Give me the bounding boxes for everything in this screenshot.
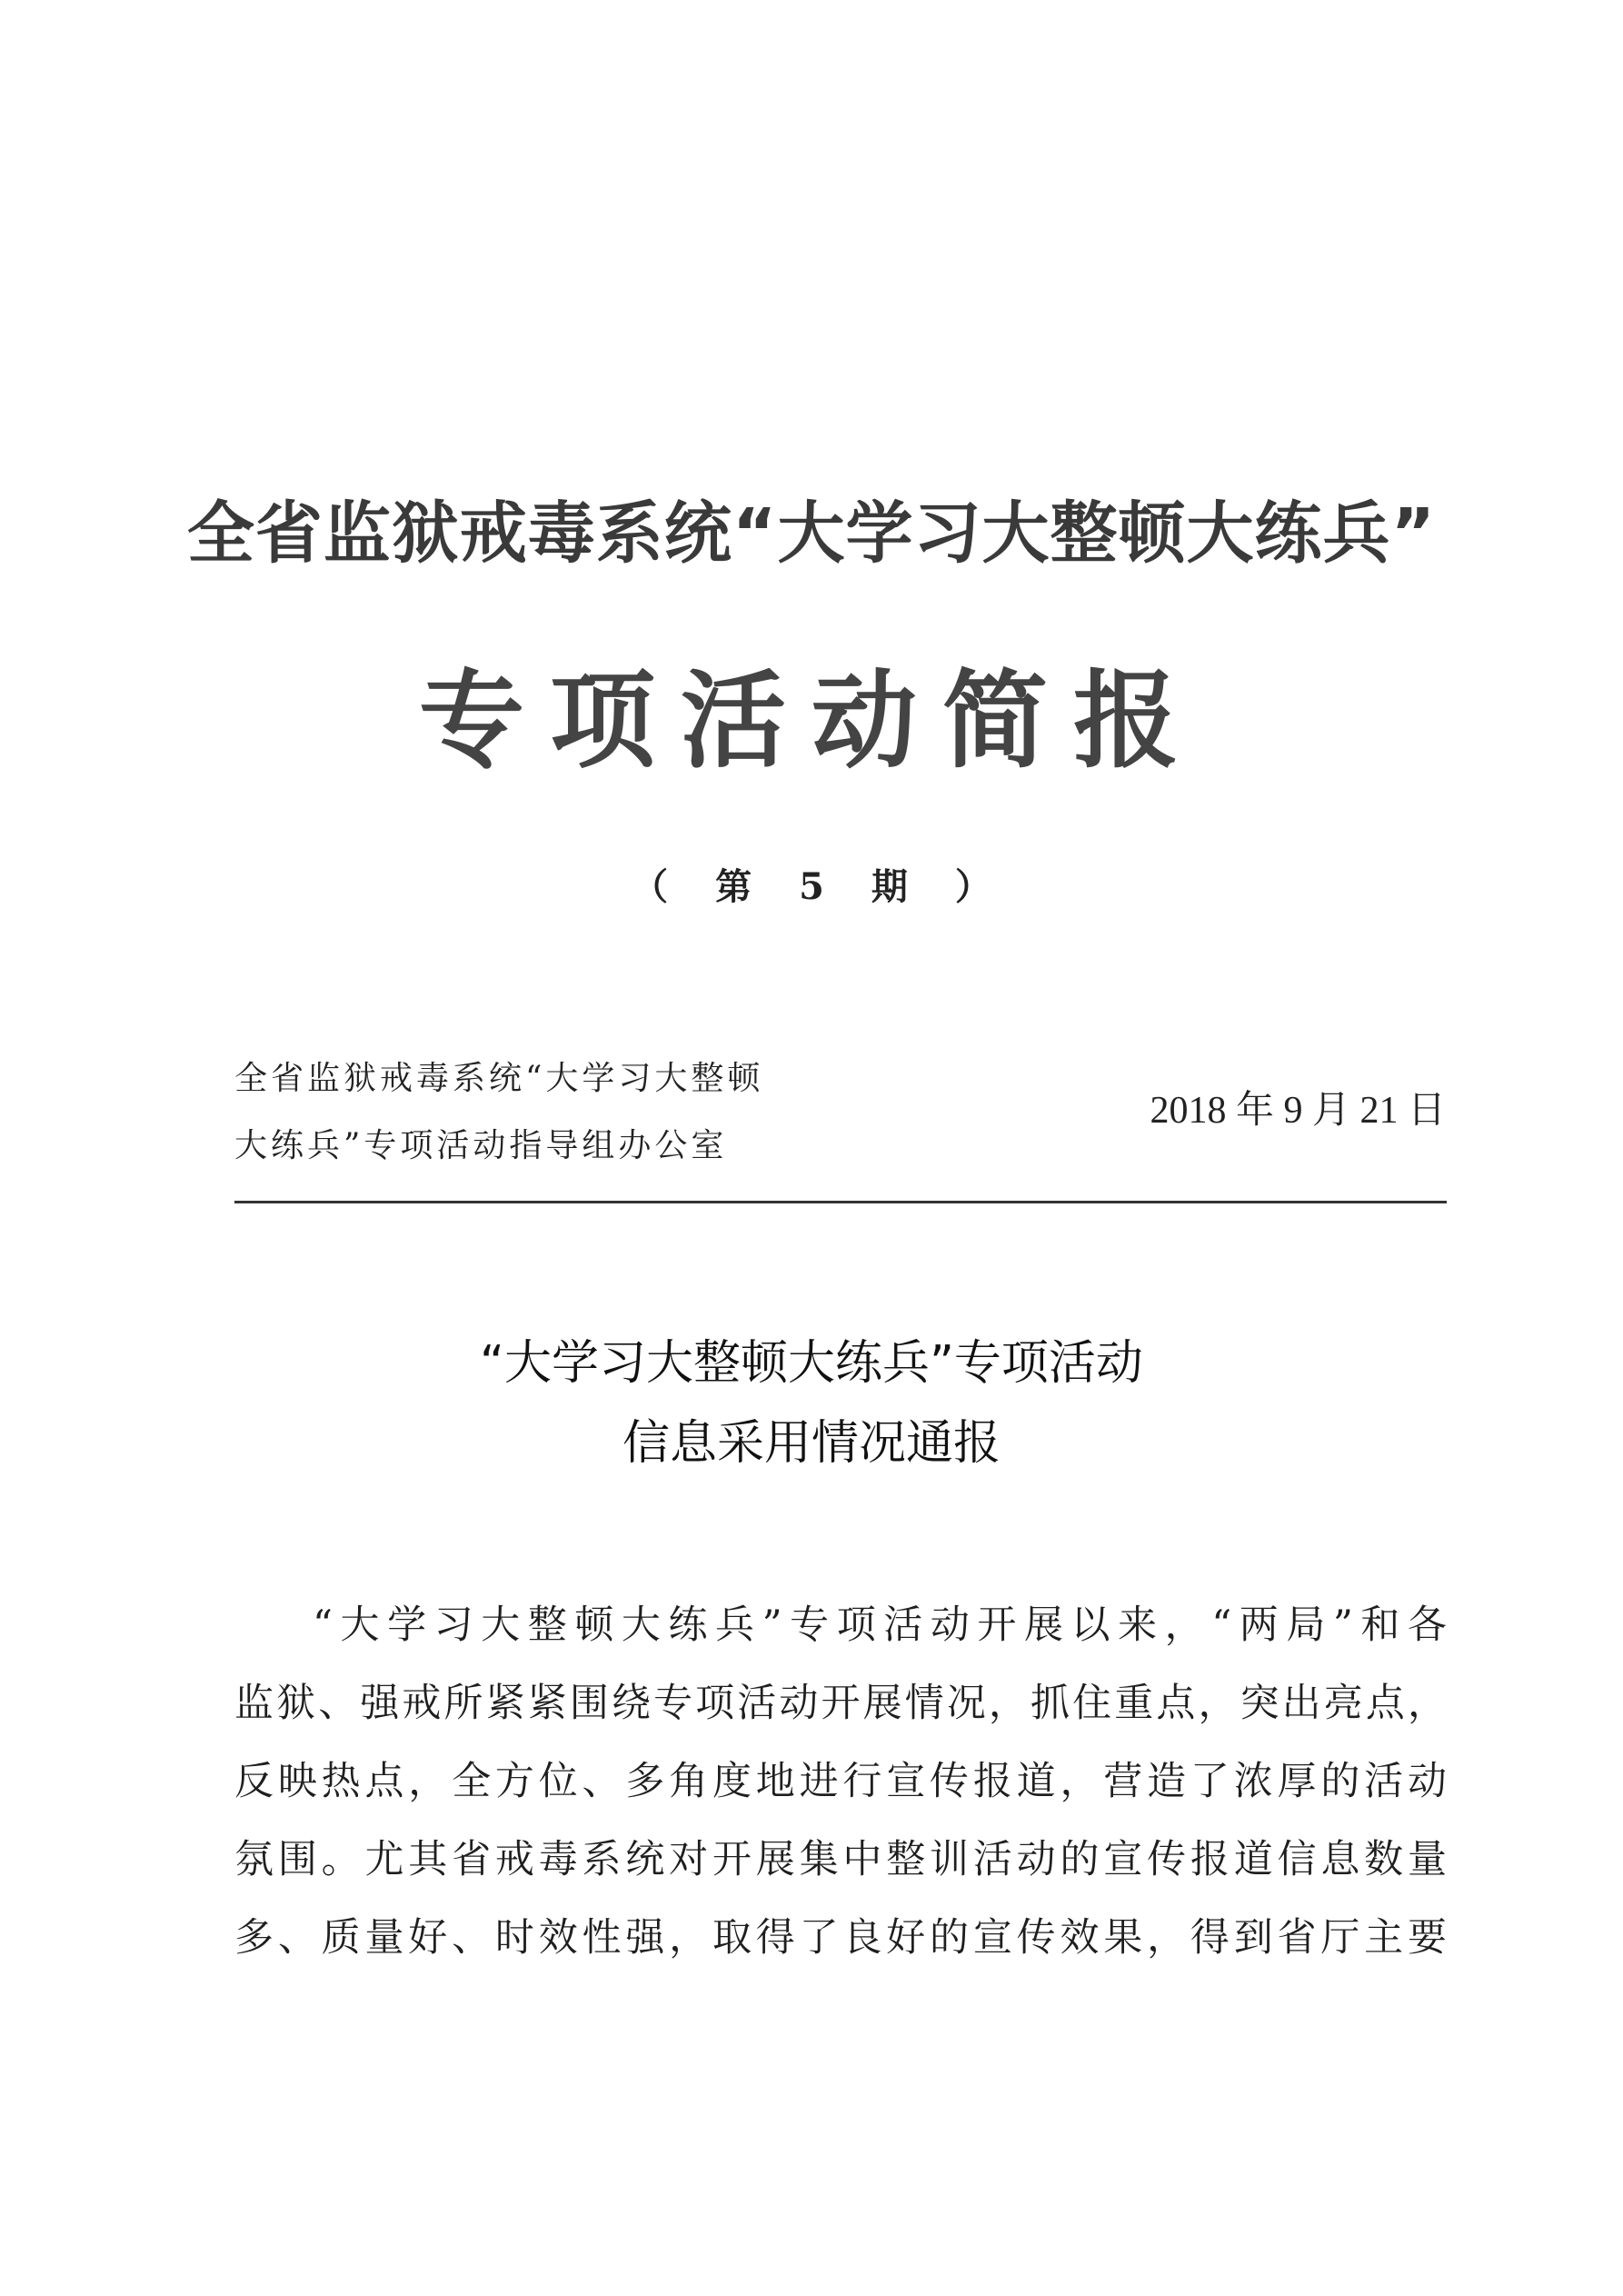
body-line: 氛围。尤其省戒毒系统对开展集中整训活动的宣传报道信息数量 <box>234 1837 1447 1882</box>
issue-date: 2018 年 9 月 21 日 <box>1150 1090 1446 1132</box>
issue-prefix: 第 <box>715 865 752 908</box>
header-divider <box>234 1201 1447 1203</box>
article-title-line-1: “大学习大整顿大练兵”专项活动 <box>480 1336 1143 1391</box>
issue-value: 5 <box>799 865 824 908</box>
masthead-subtitle: 专项活动简报 <box>419 660 1204 783</box>
body-line: 多、质量好、时效性强，取得了良好的宣传效果，得到省厅主要 <box>234 1915 1447 1961</box>
article-title <box>0 1323 1623 1483</box>
issue-close-paren: ） <box>954 865 991 908</box>
body-line: 反映热点，全方位、多角度地进行宣传报道，营造了浓厚的活动 <box>234 1759 1447 1804</box>
article-body <box>234 1586 1447 1977</box>
issuer-line-1: 全省监狱戒毒系统“大学习大整顿 <box>234 1060 764 1097</box>
issue-suffix: 期 <box>871 865 908 908</box>
issue-number <box>0 858 1623 910</box>
article-title-line-2: 信息采用情况通报 <box>622 1416 1001 1471</box>
issue-open-paren: （ <box>632 865 669 908</box>
body-line: 监狱、强戒所紧紧围绕专项活动开展情况，抓住重点，突出亮点， <box>234 1681 1447 1726</box>
body-line: “大学习大整顿大练兵”专项活动开展以来，“两局”和各 <box>313 1602 1447 1648</box>
issuing-office <box>234 1045 763 1180</box>
issuer-line-2: 大练兵”专项活动指导组办公室 <box>234 1127 728 1164</box>
masthead-title: 全省监狱戒毒系统“大学习大整顿大练兵” <box>186 494 1437 573</box>
